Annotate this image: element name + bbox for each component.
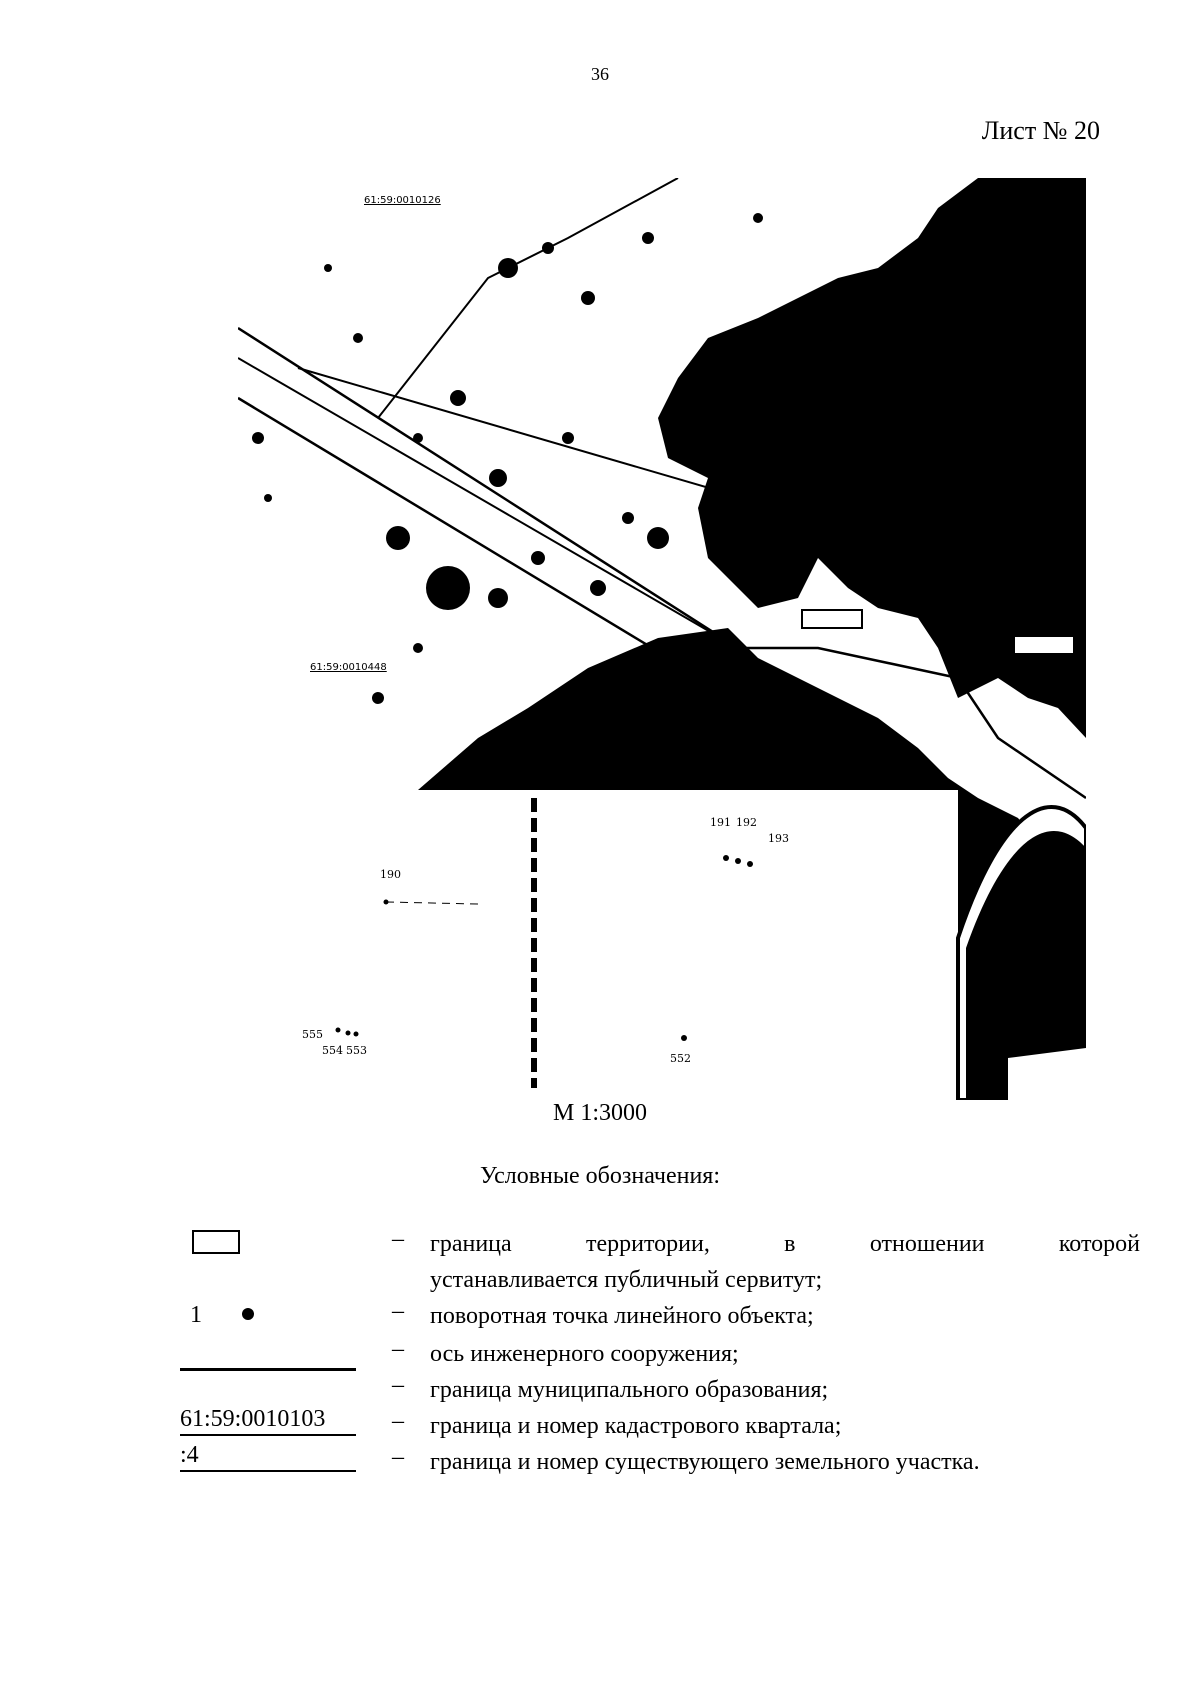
legend-symbol-label: 1: [190, 1302, 202, 1328]
cadastral-label: 61:59:0010448: [310, 662, 387, 673]
legend-symbol: [180, 1444, 356, 1480]
point-label: 555: [302, 1028, 323, 1041]
legend-symbol: [180, 1226, 356, 1262]
point-label: 192: [736, 816, 757, 829]
legend-dash: –: [392, 1298, 404, 1324]
legend-text: граница и номер существующего земельного участка.: [430, 1449, 980, 1475]
legend-symbol-label: 61:59:0010103: [180, 1404, 356, 1436]
turning-point-dot: [336, 1028, 341, 1033]
dot-icon: [242, 1308, 254, 1320]
point-label: 191: [710, 816, 731, 829]
point-label: 190: [380, 868, 401, 881]
sheet-label: Лист № 20: [981, 116, 1100, 145]
point-label: 193: [768, 832, 789, 845]
legend-text-continued: устанавливается публичный сервитут;: [430, 1267, 823, 1293]
legend-dash: –: [392, 1408, 404, 1434]
legend-title: Условные обозначения:: [479, 1163, 721, 1189]
map-fragment: [238, 178, 1086, 1100]
legend-item-turning-point: [180, 1298, 1140, 1336]
legend: [180, 1226, 1140, 1480]
turning-point-dot: [723, 855, 729, 861]
legend-text: граница территории, в отношении которой: [430, 1231, 1140, 1257]
legend-text: граница муниципального образования;: [430, 1377, 829, 1403]
servitude-boundary-rect: [802, 610, 862, 628]
point-label: 553: [346, 1044, 367, 1057]
legend-item-servitude: [180, 1226, 1140, 1298]
point-label: 554: [322, 1044, 343, 1057]
legend-text: поворотная точка линейного объекта;: [430, 1303, 814, 1329]
legend-text: граница и номер кадастрового квартала;: [430, 1413, 842, 1439]
legend-dash: –: [392, 1226, 404, 1252]
turning-point-dot: [354, 1032, 359, 1037]
thick-line-icon: [180, 1368, 356, 1371]
legend-symbol: [180, 1360, 356, 1396]
point-label: 552: [670, 1052, 691, 1065]
cadastral-label: 61:59:0010126: [364, 195, 441, 206]
legend-symbol-label: :4: [180, 1440, 356, 1472]
legend-text: ось инженерного сооружения;: [430, 1341, 739, 1367]
legend-item-municipal-boundary: [180, 1372, 1140, 1408]
legend-dash: –: [392, 1444, 404, 1470]
legend-item-cadastral-quarter: [180, 1408, 1140, 1444]
page-number: 36: [591, 64, 609, 84]
turning-point-dot: [681, 1035, 687, 1041]
map-scale: М 1:3000: [552, 1100, 647, 1126]
lower-clearing: [538, 798, 958, 1100]
turning-point-dot: [346, 1031, 351, 1036]
turning-point-dot: [735, 858, 741, 864]
legend-dash: –: [392, 1336, 404, 1362]
servitude-boundary-rect: [1014, 636, 1074, 654]
turning-point-dot: [747, 861, 753, 867]
rectangle-outline-icon: [192, 1230, 240, 1254]
legend-symbol: [180, 1408, 356, 1444]
legend-item-land-parcel: [180, 1444, 1140, 1480]
legend-symbol: [180, 1298, 356, 1334]
legend-dash: –: [392, 1372, 404, 1398]
